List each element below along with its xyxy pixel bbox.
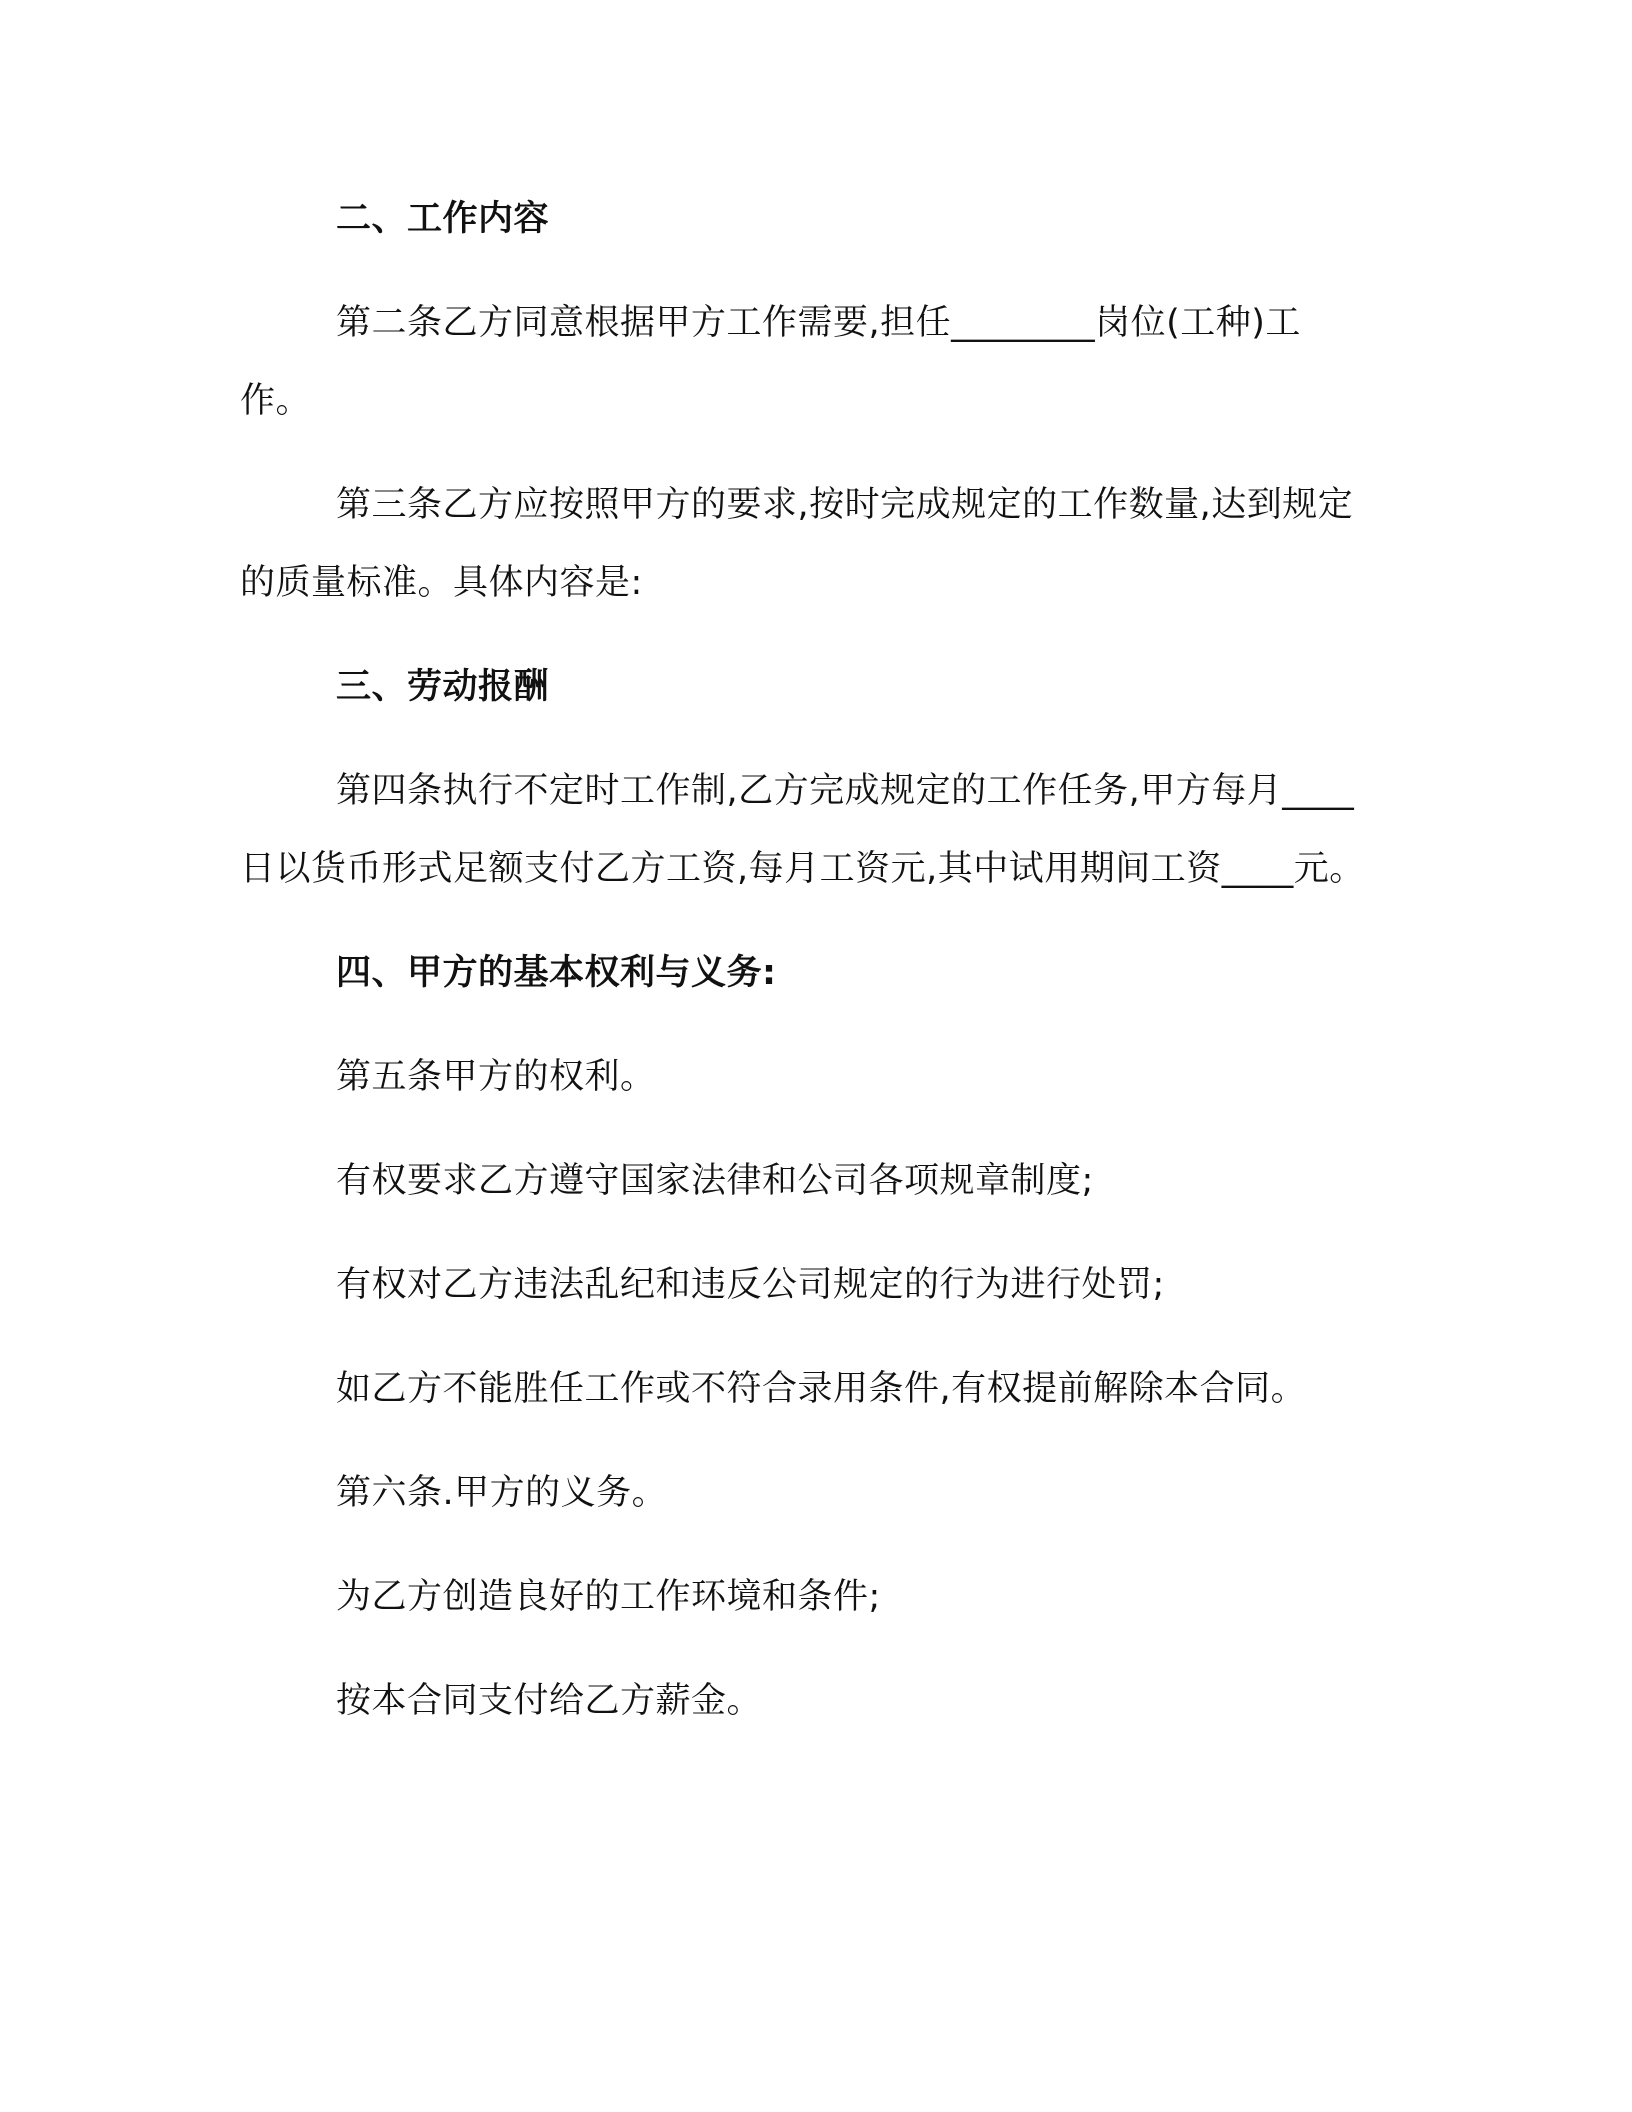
duty-item-1: 为乙方创造良好的工作环境和条件; [336, 1577, 881, 1617]
article-6-paragraph: 第六条.甲方的义务。 [336, 1473, 668, 1513]
duty-item-2: 按本合同支付给乙方薪金。 [336, 1681, 763, 1721]
document-body [240, 180, 1370, 1766]
article-3-paragraph: 第三条乙方应按照甲方的要求,按时完成规定的工作数量,达到规定的质量标准。具体内容是: [240, 485, 1354, 603]
right-item-2: 有权对乙方违法乱纪和违反公司规定的行为进行处罚; [336, 1265, 1165, 1305]
right-item-3: 如乙方不能胜任工作或不符合录用条件,有权提前解除本合同。 [336, 1369, 1307, 1409]
right-item-1: 有权要求乙方遵守国家法律和公司各项规章制度; [336, 1161, 1094, 1201]
section-heading-work-content: 二、工作内容 [336, 199, 550, 239]
section-heading-remuneration: 三、劳动报酬 [336, 667, 550, 707]
article-5-paragraph: 第五条甲方的权利。 [336, 1057, 656, 1097]
section-heading-party-a-rights: 四、甲方的基本权利与义务: [336, 953, 777, 993]
article-2-paragraph: 第二条乙方同意根据甲方工作需要,担任________岗位(工种)工作。 [240, 303, 1301, 421]
article-4-paragraph: 第四条执行不定时工作制,乙方完成规定的工作任务,甲方每月____日以货币形式足额支付乙方工资,每月工资元,其中试用期间工资____元。 [240, 771, 1365, 889]
